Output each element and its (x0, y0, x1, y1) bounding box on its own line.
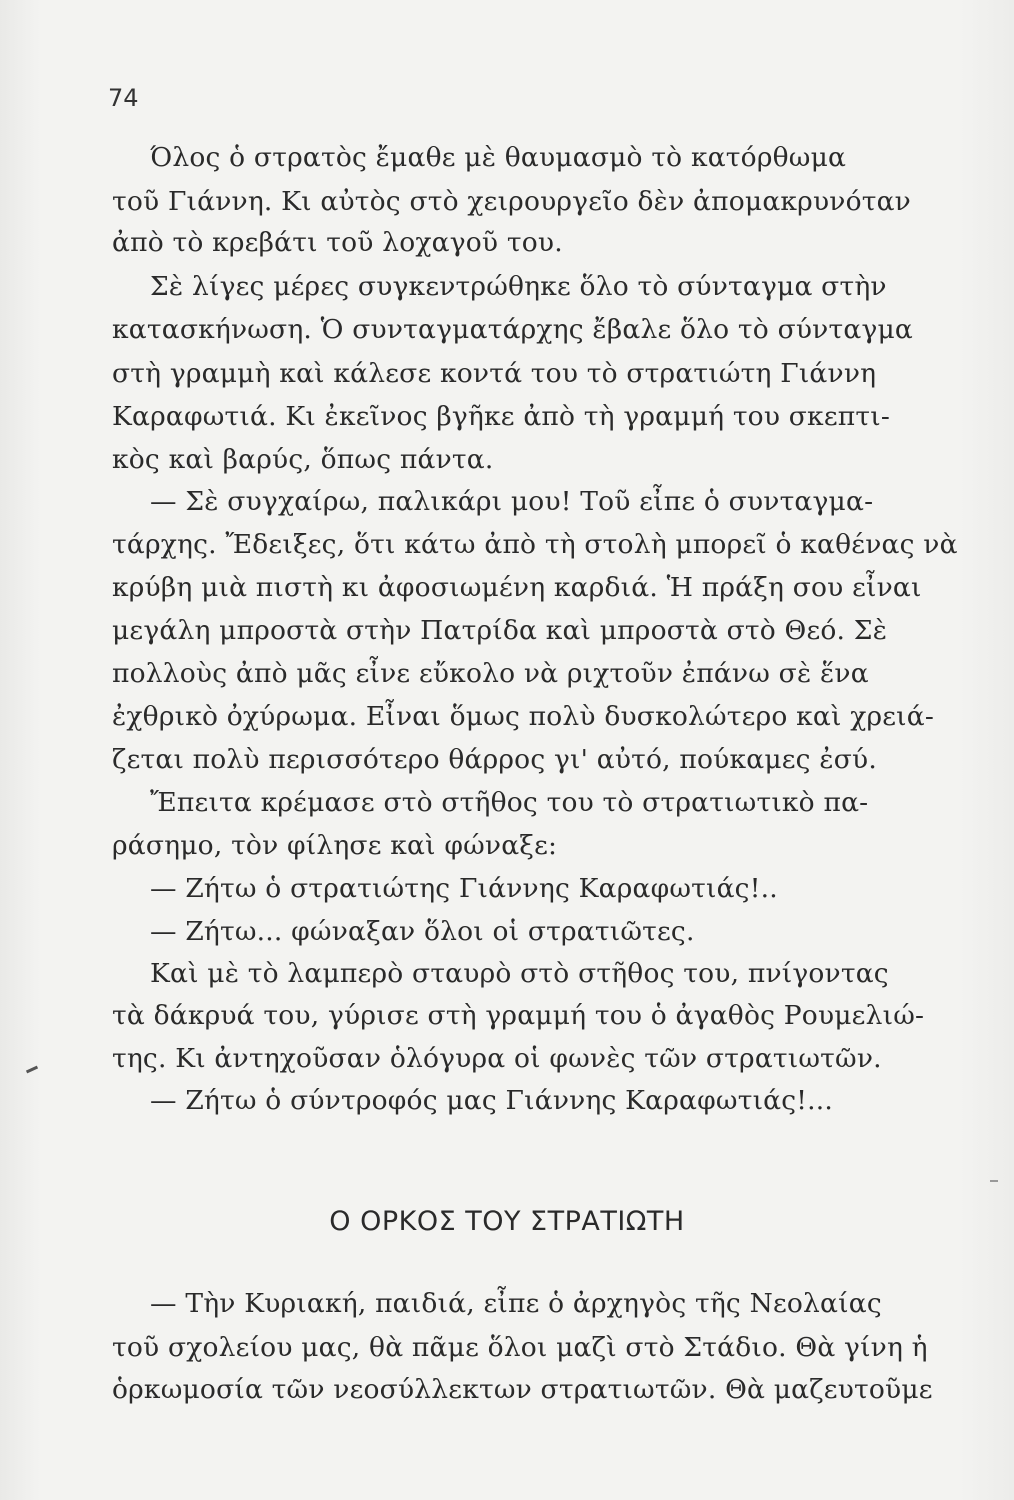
print-speck (26, 1066, 38, 1074)
text-line: της. Κι ἀντηχοῦσαν ὁλόγυρα οἱ φωνὲς τῶν στρατιωτῶν. (112, 1043, 882, 1074)
text-line: κατασκήνωση. Ὁ συνταγματάρχης ἔβαλε ὅλο τὸ σύνταγμα (112, 314, 913, 345)
text-line: — Ζήτω... φώναξαν ὅλοι οἱ στρατιῶτες. (150, 916, 695, 947)
text-line: τοῦ Γιάννη. Κι αὐτὸς στὸ χειρουργεῖο δὲν ἀπομακρυνόταν (112, 186, 911, 217)
text-line: — Ζήτω ὁ στρατιώτης Γιάννης Καραφωτιάς!.. (150, 873, 778, 904)
text-line: Σὲ λίγες μέρες συγκεντρώθηκε ὅλο τὸ σύνταγμα στὴν (150, 271, 887, 302)
text-line: Ἔπειτα κρέμασε στὸ στῆθος του τὸ στρατιωτικὸ πα- (150, 787, 869, 818)
page-number: 74 (108, 84, 139, 112)
text-line: ὁρκωμοσία τῶν νεοσύλλεκτων στρατιωτῶν. Θὰ μαζευτοῦμε (112, 1374, 933, 1405)
text-line: — Ζήτω ὁ σύντροφός μας Γιάννης Καραφωτιάς!... (150, 1085, 834, 1116)
text-line: τάρχης. Ἔδειξες, ὅτι κάτω ἀπὸ τὴ στολὴ μπορεῖ ὁ καθένας νὰ (112, 529, 958, 560)
text-line: πολλοὺς ἀπὸ μᾶς εἶνε εὔκολο νὰ ριχτοῦν ἐπάνω σὲ ἕνα (112, 658, 869, 689)
text-line: τοῦ σχολείου μας, θὰ πᾶμε ὅλοι μαζὶ στὸ Στάδιο. Θὰ γίνη ἡ (112, 1332, 928, 1363)
text-line: ράσημο, τὸν φίλησε καὶ φώναξε: (112, 830, 558, 861)
text-line: τὰ δάκρυά του, γύρισε στὴ γραμμή του ὁ ἀγαθὸς Ρουμελιώ- (112, 1000, 925, 1031)
text-line: Καραφωτιά. Κι ἐκεῖνος βγῆκε ἀπὸ τὴ γραμμή του σκεπτι- (112, 401, 890, 432)
text-line: — Σὲ συγχαίρω, παλικάρι μου! Τοῦ εἶπε ὁ συνταγμα- (150, 486, 874, 517)
text-line: Όλος ὁ στρατὸς ἔμαθε μὲ θαυμασμὸ τὸ κατόρθωμα (150, 142, 847, 173)
text-line: στὴ γραμμὴ καὶ κάλεσε κοντά του τὸ στρατιώτη Γιάννη (112, 358, 877, 389)
chapter-title: Ο ΟΡΚΟΣ ΤΟΥ ΣΤΡΑΤΙΩΤΗ (329, 1206, 685, 1237)
text-line: Καὶ μὲ τὸ λαμπερὸ σταυρὸ στὸ στῆθος του, πνίγοντας (150, 958, 889, 989)
text-line: — Τὴν Κυριακή, παιδιά, εἶπε ὁ ἀρχηγὸς τῆς Νεολαίας (150, 1288, 882, 1319)
text-line: ζεται πολὺ περισσότερο θάρρος γι' αὐτό, πούκαμες ἐσύ. (112, 744, 877, 775)
text-line: κὸς καὶ βαρύς, ὅπως πάντα. (112, 444, 494, 475)
text-line: ἀπὸ τὸ κρεβάτι τοῦ λοχαγοῦ του. (112, 227, 563, 258)
text-line: κρύβη μιὰ πιστὴ κι ἀφοσιωμένη καρδιά. Ἡ πράξη σου εἶναι (112, 572, 922, 603)
text-line: μεγάλη μπροστὰ στὴν Πατρίδα καὶ μπροστὰ στὸ Θεό. Σὲ (112, 615, 888, 646)
text-line: ἐχθρικὸ ὀχύρωμα. Εἶναι ὅμως πολὺ δυσκολώτερο καὶ χρειά- (112, 701, 935, 732)
print-speck (990, 1180, 998, 1182)
